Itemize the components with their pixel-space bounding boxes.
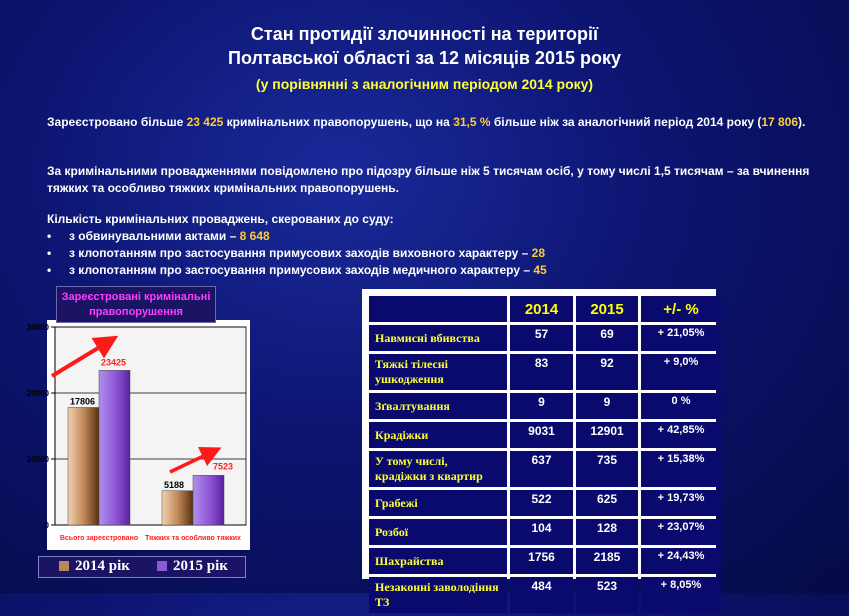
court-heading: Кількість кримінальних проваджень, скерованих до суду: [47, 212, 394, 226]
header-cell-change: +/- % [641, 296, 721, 322]
data-label: 17806 [70, 396, 96, 407]
table-row [369, 325, 721, 351]
legend-swatch-2014 [59, 561, 69, 571]
legend-label-2014: 2014 рік [75, 558, 130, 574]
table-body [369, 325, 721, 613]
row-name-cell: Незаконні заволодіння ТЗ [369, 577, 507, 613]
header-cell-empty [369, 296, 507, 322]
x-tick-label: Тяжких та особливо тяжких [145, 535, 241, 542]
row-change-cell: + 24,43% [641, 548, 721, 574]
table-row [369, 490, 721, 516]
legend-item-2015 [157, 558, 228, 575]
table-row [369, 354, 721, 390]
row-change-cell: + 19,73% [641, 490, 721, 516]
row-change-cell: + 8,05% [641, 577, 721, 613]
data-label: 7523 [213, 461, 234, 472]
y-tick-label: 20000 [26, 389, 49, 398]
legend-item-2014 [59, 558, 130, 575]
bullet-text: з клопотанням про застосування примусових заходів виховного характеру – [69, 246, 532, 260]
crime-stats-table [366, 293, 724, 616]
chart-title: Зареєстровані кримінальні правопорушення [56, 286, 216, 323]
row-2015-cell: 12901 [576, 422, 638, 448]
y-tick-label: 0 [44, 521, 49, 530]
p1-value-2014: 17 806 [761, 115, 799, 129]
table-row [369, 519, 721, 545]
table-row [369, 451, 721, 487]
row-name-cell: Тяжкі тілесні ушкодження [369, 354, 507, 390]
legend-label-2015: 2015 рік [173, 558, 228, 574]
row-2015-cell: 735 [576, 451, 638, 487]
row-2014-cell: 83 [510, 354, 573, 390]
row-2015-cell: 9 [576, 393, 638, 419]
data-label: 5188 [164, 479, 185, 490]
header-cell-2014: 2014 [510, 296, 573, 322]
row-change-cell: + 15,38% [641, 451, 721, 487]
subtitle: (у порівнянні з аналогічним періодом 2014 року) [255, 76, 594, 92]
bullet-value: 8 648 [239, 229, 270, 243]
row-change-cell: + 9,0% [641, 354, 721, 390]
row-change-cell: 0 % [641, 393, 721, 419]
row-2015-cell: 92 [576, 354, 638, 390]
p1-text-b: кримінальних правопорушень, що на [223, 115, 454, 129]
p1-value-percent: 31,5 % [453, 115, 491, 129]
row-change-cell: + 42,85% [641, 422, 721, 448]
p1-text-c: більше ніж за аналогічний період 2014 року ( [490, 115, 762, 129]
title-line-2: Полтавської області за 12 місяців 2015 року [228, 48, 621, 68]
row-name-cell: Розбої [369, 519, 507, 545]
p1-text-d: ). [798, 115, 806, 129]
bar-2014-рік-0 [68, 407, 99, 525]
row-2015-cell: 625 [576, 490, 638, 516]
row-2014-cell: 57 [510, 325, 573, 351]
table-row [369, 422, 721, 448]
row-name-cell: Шахрайства [369, 548, 507, 574]
row-name-cell: Крадіжки [369, 422, 507, 448]
row-2014-cell: 637 [510, 451, 573, 487]
row-change-cell: + 23,07% [641, 519, 721, 545]
data-label: 23425 [101, 357, 127, 368]
bar-2015-рік-0 [99, 370, 130, 525]
table-row [369, 577, 721, 613]
row-change-cell: + 21,05% [641, 325, 721, 351]
table-row [369, 548, 721, 574]
row-name-cell: Навмисні вбивства [369, 325, 507, 351]
title-line-1: Стан протидії злочинності на території [250, 24, 599, 44]
row-2015-cell: 128 [576, 519, 638, 545]
row-2015-cell: 2185 [576, 548, 638, 574]
bar-2014-рік-1 [162, 491, 193, 525]
row-2014-cell: 522 [510, 490, 573, 516]
legend-swatch-2015 [157, 561, 167, 571]
paragraph-suspects: За кримінальними провадженнями повідомлено про підозру більше ніж 5 тисячам осіб, у тому числі 1,5 тисячам – за вчинення тяжких та особливо тяжких кримінальних правопорушень. [47, 164, 810, 195]
row-2014-cell: 1756 [510, 548, 573, 574]
y-tick-label: 10000 [26, 455, 49, 464]
bullet-value: 45 [533, 263, 547, 277]
table-row [369, 393, 721, 419]
header-cell-2015: 2015 [576, 296, 638, 322]
table-header-row [369, 296, 721, 322]
row-2014-cell: 104 [510, 519, 573, 545]
row-name-cell: Грабежі [369, 490, 507, 516]
y-tick-label: 30000 [26, 323, 49, 332]
row-2014-cell: 9031 [510, 422, 573, 448]
row-name-cell: Зґвалтування [369, 393, 507, 419]
row-2015-cell: 69 [576, 325, 638, 351]
p1-text-a: Зареєстровано більше [47, 115, 187, 129]
row-2014-cell: 9 [510, 393, 573, 419]
bullet-value: 28 [531, 246, 546, 260]
row-2014-cell: 484 [510, 577, 573, 613]
bar-2015-рік-1 [193, 475, 224, 525]
bullet-text: з клопотанням про застосування примусових заходів медичного характеру – [69, 263, 534, 277]
bullet-text: з обвинувальними актами – [69, 229, 240, 243]
p1-value-2015: 23 425 [186, 115, 224, 129]
x-tick-label: Всього зареєстровано [59, 535, 139, 542]
chart-legend [38, 556, 246, 578]
row-name-cell: У тому числі, крадіжки з квартир [369, 451, 507, 487]
row-2015-cell: 523 [576, 577, 638, 613]
